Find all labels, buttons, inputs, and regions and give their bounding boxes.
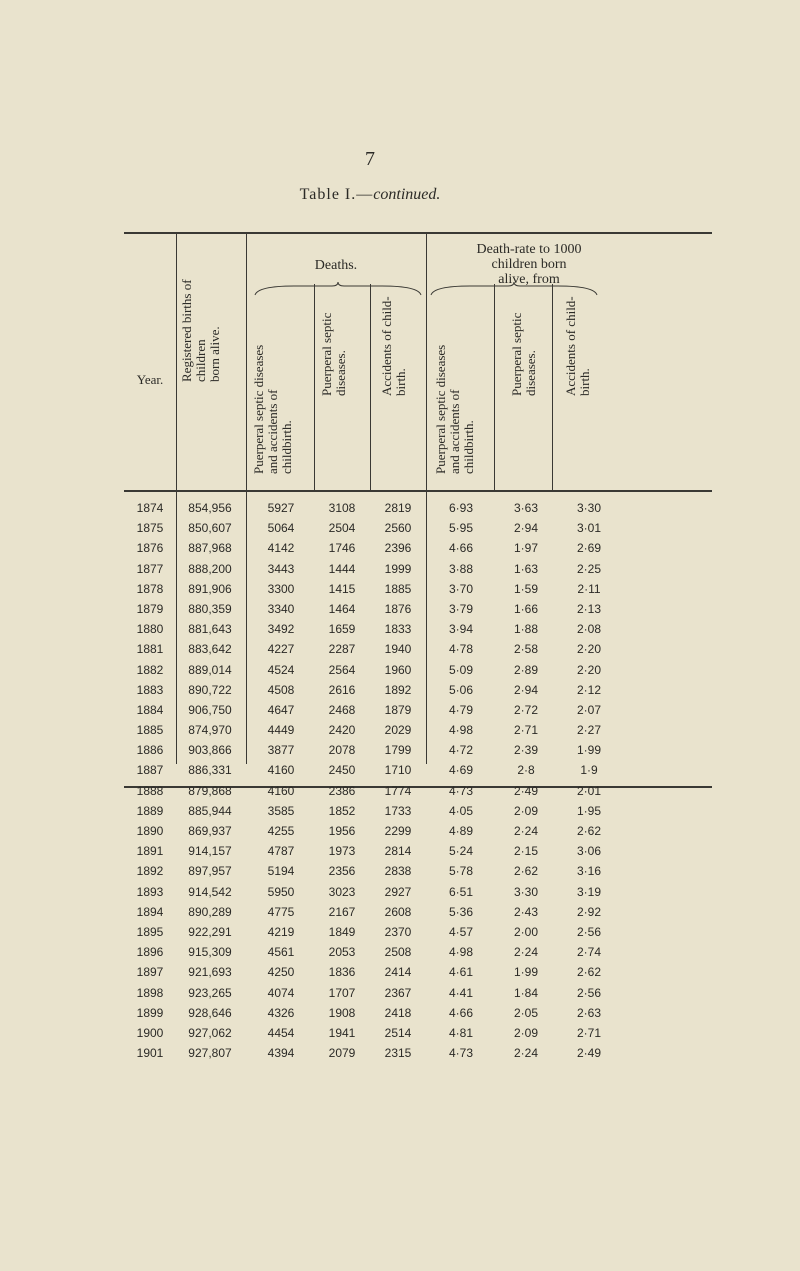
table-cell: 1879 — [136, 601, 164, 616]
mortality-table — [124, 232, 712, 1061]
table-cell: 2560 — [384, 521, 412, 536]
table-cell: 2029 — [384, 723, 412, 738]
table-cell: 2·71 — [513, 723, 539, 738]
table-cell: 5·06 — [448, 682, 474, 697]
table-cell: 3·19 — [576, 884, 602, 899]
table-cell: 1·9 — [580, 763, 598, 778]
table-row — [124, 821, 712, 841]
table-cell: 2·62 — [576, 824, 602, 838]
deaths-puerperal-header: Puerperal septic diseases. — [319, 312, 348, 396]
table-cell: 4·57 — [448, 924, 474, 939]
table-cell: 3·70 — [448, 581, 474, 596]
col-rule — [494, 284, 495, 490]
rate-puerperal-accidents-header: Puerperal septic diseases and accidents of childbirth. — [433, 344, 476, 474]
table-row — [124, 781, 712, 801]
table-cell: 1897 — [136, 965, 164, 980]
table-cell: 2·08 — [576, 622, 602, 637]
table-cell: 1885 — [136, 723, 164, 738]
table-cell: 2·43 — [513, 904, 539, 919]
table-cell: 2·05 — [513, 1005, 539, 1020]
table-cell: 1799 — [384, 743, 412, 758]
table-cell: 888,200 — [188, 561, 232, 576]
table-cell: 854,956 — [188, 501, 232, 515]
table-cell: 1894 — [136, 904, 164, 919]
table-row — [124, 740, 712, 760]
table-cell: 2·62 — [513, 864, 539, 879]
table-cell: 1884 — [136, 702, 164, 717]
table-row — [124, 841, 712, 861]
table-cell: 2396 — [384, 541, 412, 556]
table-cell: 4787 — [267, 844, 295, 859]
table-cell: 2814 — [384, 844, 412, 859]
table-cell: 5064 — [267, 521, 295, 536]
table-cell: 3·88 — [448, 561, 474, 576]
table-cell: 5·24 — [448, 844, 474, 859]
table-cell: 4326 — [267, 1005, 295, 1020]
table-cell: 2·94 — [513, 521, 539, 536]
table-cell: 897,957 — [188, 864, 232, 879]
table-row — [124, 942, 712, 962]
table-cell: 4·66 — [448, 541, 474, 556]
table-cell: 1941 — [328, 1025, 356, 1040]
table-cell: 6·51 — [448, 884, 474, 899]
table-cell: 3023 — [328, 884, 356, 899]
table-row — [124, 498, 712, 518]
table-cell: 4227 — [267, 642, 295, 657]
table-cell: 4219 — [267, 924, 295, 939]
table-cell: 5·78 — [448, 864, 474, 879]
table-cell: 3300 — [267, 581, 295, 596]
table-row — [124, 579, 712, 599]
table-cell: 3492 — [267, 622, 295, 637]
table-cell: 1890 — [136, 824, 164, 838]
table-cell: 5·36 — [448, 904, 474, 919]
table-cell: 3443 — [267, 561, 295, 576]
table-cell: 2564 — [328, 662, 356, 677]
table-cell: 4·78 — [448, 642, 474, 657]
table-cell: 2·13 — [576, 601, 602, 616]
table-cell: 1880 — [136, 622, 164, 637]
table-cell: 1774 — [384, 783, 412, 798]
table-cell: 2·09 — [513, 803, 539, 818]
table-cell: 1999 — [384, 561, 412, 576]
table-cell: 1899 — [136, 1005, 164, 1020]
table-cell: 4142 — [267, 541, 295, 556]
table-cell: 1415 — [328, 581, 356, 596]
table-cell: 1876 — [136, 541, 164, 556]
deaths-puerperal-accidents-header: Puerperal septic diseases and accidents of childbirth. — [251, 344, 294, 474]
table-cell: 4·05 — [448, 803, 474, 818]
table-cell: 4·69 — [448, 763, 474, 778]
table-cell: 922,291 — [188, 924, 232, 939]
table-cell: 4454 — [267, 1025, 295, 1040]
table-cell: 2·00 — [513, 924, 539, 939]
table-cell: 1908 — [328, 1005, 356, 1020]
table-cell: 1746 — [328, 541, 356, 556]
table-row — [124, 720, 712, 740]
table-cell: 927,062 — [188, 1025, 232, 1040]
table-row — [124, 518, 712, 538]
table-cell: 2514 — [384, 1025, 412, 1040]
table-cell: 5·09 — [448, 662, 474, 677]
table-cell: 885,944 — [188, 803, 232, 818]
table-cell: 1885 — [384, 581, 412, 596]
table-cell: 1836 — [328, 965, 356, 980]
table-cell: 3·94 — [448, 622, 474, 637]
table-cell: 2·56 — [576, 985, 602, 1000]
table-row — [124, 660, 712, 680]
table-cell: 4·66 — [448, 1005, 474, 1020]
page-number: 7 — [365, 148, 375, 170]
table-cell: 1956 — [328, 824, 356, 838]
table-cell: 4250 — [267, 965, 295, 980]
table-cell: 2·74 — [576, 945, 602, 960]
table-cell: 2·56 — [576, 924, 602, 939]
table-row — [124, 902, 712, 922]
table-cell: 4647 — [267, 702, 295, 717]
table-cell: 1·59 — [513, 581, 539, 596]
table-cell: 1733 — [384, 803, 412, 818]
table-cell: 1879 — [384, 702, 412, 717]
table-cell: 2·01 — [576, 783, 602, 798]
table-cell: 1886 — [136, 743, 164, 758]
table-cell: 3·06 — [576, 844, 602, 859]
table-row — [124, 700, 712, 720]
table-cell: 4508 — [267, 682, 295, 697]
table-cell: 2420 — [328, 723, 356, 738]
table-cell: 2616 — [328, 682, 356, 697]
rate-puerperal-header: Puerperal septic diseases. — [509, 312, 538, 396]
table-cell: 1889 — [136, 803, 164, 818]
table-cell: 4·61 — [448, 965, 474, 980]
table-cell: 1·97 — [513, 541, 539, 556]
table-cell: 2·72 — [513, 702, 539, 717]
table-cell: 1710 — [384, 763, 412, 778]
table-cell: 2819 — [384, 501, 412, 515]
table-cell: 1895 — [136, 924, 164, 939]
table-cell: 4394 — [267, 1046, 295, 1061]
table-cell: 1877 — [136, 561, 164, 576]
table-cell: 4160 — [267, 763, 295, 778]
table-cell: 3·16 — [576, 864, 602, 879]
table-cell: 915,309 — [188, 945, 232, 960]
table-cell: 903,866 — [188, 743, 232, 758]
table-cell: 2·71 — [576, 1025, 602, 1040]
col-rule — [314, 284, 315, 490]
table-row — [124, 680, 712, 700]
table-cell: 850,607 — [188, 521, 232, 536]
table-cell: 883,642 — [188, 642, 232, 657]
table-cell: 2386 — [328, 783, 356, 798]
table-cell: 2·07 — [576, 702, 602, 717]
table-cell: 4·98 — [448, 945, 474, 960]
table-row — [124, 639, 712, 659]
table-cell: 1901 — [136, 1046, 164, 1061]
table-row — [124, 559, 712, 579]
table-cell: 2370 — [384, 924, 412, 939]
table-cell: 887,968 — [188, 541, 232, 556]
table-cell: 5·95 — [448, 521, 474, 536]
table-cell: 2450 — [328, 763, 356, 778]
table-cell: 4160 — [267, 783, 295, 798]
table-cell: 3·79 — [448, 601, 474, 616]
table-cell: 4·73 — [448, 783, 474, 798]
table-cell: 889,014 — [188, 662, 232, 677]
table-cell: 4449 — [267, 723, 295, 738]
table-cell: 906,750 — [188, 702, 232, 717]
table-cell: 2927 — [384, 884, 412, 899]
table-cell: 1891 — [136, 844, 164, 859]
table-body — [124, 498, 712, 1063]
table-cell: 2·27 — [576, 723, 602, 738]
table-cell: 2·20 — [576, 642, 602, 657]
table-row — [124, 801, 712, 821]
col-rule — [370, 284, 371, 490]
table-cell: 2414 — [384, 965, 412, 980]
table-row — [124, 922, 712, 942]
table-cell: 2287 — [328, 642, 356, 657]
table-cell: 890,289 — [188, 904, 232, 919]
table-cell: 2·92 — [576, 904, 602, 919]
table-cell: 4561 — [267, 945, 295, 960]
table-cell: 3·30 — [513, 884, 539, 899]
table-cell: 5950 — [267, 884, 295, 899]
table-row — [124, 760, 712, 780]
table-cell: 1893 — [136, 884, 164, 899]
table-cell: 880,359 — [188, 601, 232, 616]
table-cell: 1876 — [384, 601, 412, 616]
deaths-accidents-header: Accidents of child- birth. — [379, 296, 408, 396]
table-cell: 1887 — [136, 763, 164, 778]
table-cell: 3585 — [267, 803, 295, 818]
table-cell: 4·72 — [448, 743, 474, 758]
table-cell: 4·79 — [448, 702, 474, 717]
table-cell: 1·84 — [513, 985, 539, 1000]
table-cell: 4·98 — [448, 723, 474, 738]
table-cell: 874,970 — [188, 723, 232, 738]
table-cell: 2·25 — [576, 561, 602, 576]
table-cell: 4524 — [267, 662, 295, 677]
table-cell: 1881 — [136, 642, 164, 657]
table-cell: 1·63 — [513, 561, 539, 576]
table-cell: 1883 — [136, 682, 164, 697]
table-cell: 4·41 — [448, 985, 474, 1000]
table-cell: 1892 — [384, 682, 412, 697]
table-cell: 2299 — [384, 824, 412, 838]
table-cell: 1892 — [136, 864, 164, 879]
table-row — [124, 1043, 712, 1063]
table-cell: 1973 — [328, 844, 356, 859]
table-cell: 4775 — [267, 904, 295, 919]
table-cell: 3·01 — [576, 521, 602, 536]
table-row — [124, 962, 712, 982]
table-cell: 1874 — [136, 501, 164, 515]
table-cell: 2504 — [328, 521, 356, 536]
table-cell: 3877 — [267, 743, 295, 758]
rate-accidents-header: Accidents of child- birth. — [563, 296, 592, 396]
table-cell: 5927 — [267, 501, 295, 515]
table-cell: 2·89 — [513, 662, 539, 677]
table-cell: 1900 — [136, 1025, 164, 1040]
table-cell: 921,693 — [188, 965, 232, 980]
table-cell: 881,643 — [188, 622, 232, 637]
table-cell: 2053 — [328, 945, 356, 960]
table-cell: 2838 — [384, 864, 412, 879]
table-cell: 3340 — [267, 601, 295, 616]
table-cell: 2·8 — [517, 763, 535, 778]
header-rule — [124, 490, 712, 492]
table-cell: 2·11 — [577, 581, 601, 596]
table-cell: 869,937 — [188, 824, 232, 838]
table-cell: 1940 — [384, 642, 412, 657]
table-cell: 914,542 — [188, 884, 232, 899]
table-row — [124, 619, 712, 639]
table-cell: 927,807 — [188, 1046, 232, 1061]
table-cell: 2·94 — [513, 682, 539, 697]
table-cell: 923,265 — [188, 985, 232, 1000]
table-cell: 1·99 — [576, 743, 602, 758]
table-cell: 3·63 — [513, 501, 539, 515]
table-cell: 2·49 — [576, 1046, 602, 1061]
table-cell: 4·89 — [448, 824, 474, 838]
table-cell: 2167 — [328, 904, 356, 919]
deaths-group-header: Deaths. — [314, 258, 358, 273]
table-cell: 3·30 — [576, 501, 602, 515]
table-cell: 1875 — [136, 521, 164, 536]
table-cell: 1659 — [328, 622, 356, 637]
table-cell: 2315 — [384, 1046, 412, 1061]
table-cell: 2·20 — [576, 662, 602, 677]
table-cell: 4·73 — [448, 1046, 474, 1061]
table-title — [0, 186, 740, 204]
table-cell: 2·63 — [576, 1005, 602, 1020]
table-cell: 2367 — [384, 985, 412, 1000]
table-row — [124, 882, 712, 902]
table-cell: 1464 — [328, 601, 356, 616]
table-cell: 1·95 — [576, 803, 602, 818]
table-title-suffix: continued. — [373, 186, 441, 203]
table-cell: 2·58 — [513, 642, 539, 657]
table-row — [124, 1023, 712, 1043]
table-cell: 886,331 — [188, 763, 232, 778]
table-cell: 2508 — [384, 945, 412, 960]
table-cell: 2468 — [328, 702, 356, 717]
table-cell: 2·12 — [576, 682, 602, 697]
table-cell: 1898 — [136, 985, 164, 1000]
table-cell: 2356 — [328, 864, 356, 879]
table-row — [124, 538, 712, 558]
rate-group-label: Death-rate to 1000 children born alive, from — [476, 242, 582, 287]
table-cell: 1896 — [136, 945, 164, 960]
table-cell: 879,868 — [188, 783, 232, 798]
table-cell: 5194 — [267, 864, 295, 879]
table-cell: 1·88 — [513, 622, 539, 637]
table-cell: 1882 — [136, 662, 164, 677]
table-title-main: Table I.— — [299, 186, 374, 203]
table-cell: 2418 — [384, 1005, 412, 1020]
table-cell: 4255 — [267, 824, 295, 838]
table-cell: 2·39 — [513, 743, 539, 758]
table-cell: 1960 — [384, 662, 412, 677]
table-row — [124, 861, 712, 881]
table-cell: 1444 — [328, 561, 356, 576]
table-cell: 2·49 — [513, 783, 539, 798]
table-cell: 1·66 — [513, 601, 539, 616]
table-cell: 4·81 — [448, 1025, 474, 1040]
table-cell: 1878 — [136, 581, 164, 596]
top-rule — [124, 232, 712, 234]
table-cell: 2078 — [328, 743, 356, 758]
table-cell: 2608 — [384, 904, 412, 919]
table-row — [124, 1003, 712, 1023]
table-cell: 6·93 — [448, 501, 474, 515]
table-cell: 3108 — [328, 501, 356, 515]
table-cell: 2·62 — [576, 965, 602, 980]
table-cell: 1707 — [328, 985, 356, 1000]
table-cell: 2·24 — [513, 1046, 539, 1061]
year-header: Year. — [136, 372, 164, 387]
table-cell: 2·24 — [513, 824, 539, 838]
table-row — [124, 599, 712, 619]
table-cell: 4074 — [267, 985, 295, 1000]
births-header: Registered births of children born alive. — [179, 279, 222, 382]
table-cell: 2·24 — [513, 945, 539, 960]
table-cell: 928,646 — [188, 1005, 232, 1020]
table-cell: 1849 — [328, 924, 356, 939]
table-cell: 1888 — [136, 783, 164, 798]
table-cell: 2·09 — [513, 1025, 539, 1040]
col-rule — [552, 284, 553, 490]
table-cell: 890,722 — [188, 682, 232, 697]
table-cell: 2·15 — [513, 844, 539, 859]
table-cell: 891,906 — [188, 581, 232, 596]
table-cell: 1852 — [328, 803, 356, 818]
rate-group-header — [426, 242, 632, 287]
table-cell: 1·99 — [513, 965, 539, 980]
table-cell: 2·69 — [576, 541, 602, 556]
table-cell: 1833 — [384, 622, 412, 637]
table-row — [124, 983, 712, 1003]
table-cell: 914,157 — [188, 844, 232, 859]
table-cell: 2079 — [328, 1046, 356, 1061]
